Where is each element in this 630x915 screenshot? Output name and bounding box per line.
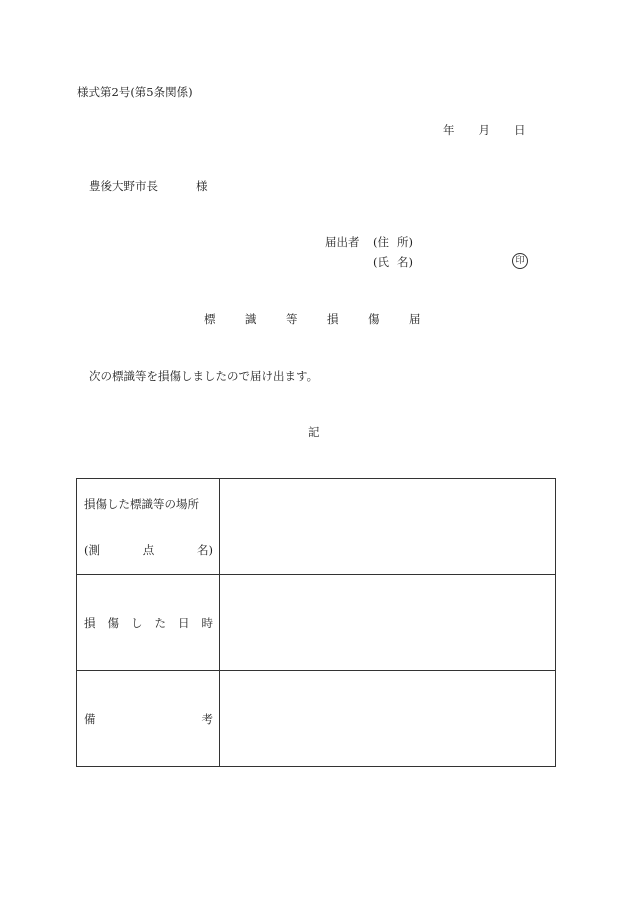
date-month-label: 月: [478, 123, 490, 137]
table-row: [77, 479, 556, 575]
title-char: 損: [327, 312, 339, 326]
addressee-honorific: 様: [196, 179, 208, 193]
remarks-value-cell[interactable]: [220, 671, 556, 767]
title-char: 等: [286, 312, 298, 326]
report-table: [76, 478, 556, 767]
intro-text: 次の標識等を損傷しましたので届け出ます。: [89, 369, 319, 383]
location-label: 損傷した標識等の場所: [84, 497, 199, 511]
title-char: 傷: [368, 312, 380, 326]
notifier-label: 届出者: [325, 235, 360, 249]
location-label-cell: [77, 479, 220, 575]
notifier-address-label: (住 所): [373, 235, 413, 249]
survey-point-label: (測 点 名): [84, 543, 213, 557]
location-value-cell[interactable]: [220, 479, 556, 575]
addressee: [89, 178, 208, 194]
seal-mark: 印: [512, 253, 528, 269]
damage-datetime-label: 損 傷 し た 日 時: [84, 616, 213, 630]
form-number: 様式第2号(第5条関係): [77, 85, 193, 99]
remarks-label: 備 考: [84, 712, 213, 726]
table-row: [77, 575, 556, 671]
addressee-name: 豊後大野市長: [89, 179, 158, 193]
damage-datetime-value-cell[interactable]: [220, 575, 556, 671]
remarks-label-cell: [77, 671, 220, 767]
date-line: [443, 122, 526, 138]
notifier-name-label: (氏 名): [373, 255, 413, 269]
table-row: [77, 671, 556, 767]
damage-datetime-label-cell: [77, 575, 220, 671]
title-char: 届: [409, 312, 421, 326]
date-year-label: 年: [443, 123, 455, 137]
document-title: [204, 311, 421, 327]
title-char: 標: [204, 312, 216, 326]
date-day-label: 日: [514, 123, 526, 137]
ki-heading: 記: [308, 425, 320, 439]
title-char: 識: [245, 312, 257, 326]
